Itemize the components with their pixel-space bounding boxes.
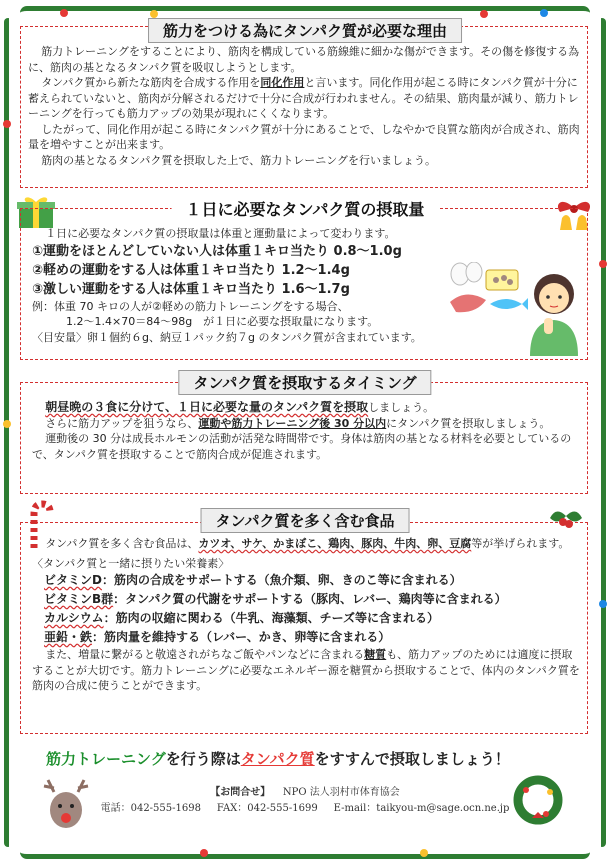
text: また、増量に繋がると敬遠されがちなご飯やパンなどに含まれる	[45, 648, 365, 661]
section-timing-title: タンパク質を摂取するタイミング	[178, 370, 431, 395]
intake-example-line-1: 例：体重 70 キロの人が②軽めの筋力トレーニングをする場合、	[32, 299, 349, 313]
reason-paragraph-4: 筋肉の基となるタンパク質を摂取した上で、筋力トレーニングを行いましょう。	[41, 153, 436, 167]
footer-slogan	[46, 748, 510, 769]
text: タンパク質を多く含む食品は、	[45, 537, 199, 550]
section-foods-title: タンパク質を多く含む食品	[201, 508, 410, 533]
section-reason-body	[28, 44, 580, 168]
timing-lead	[32, 400, 580, 416]
phone-number: 電話：042-555-1698	[100, 803, 201, 814]
slogan-part: タンパク質	[240, 750, 315, 768]
ornament	[3, 420, 11, 428]
text: さらに筋力アップを狙うなら、	[45, 416, 199, 430]
thinking-woman-icon	[522, 262, 586, 356]
nutrient-item	[32, 628, 580, 647]
contact-block	[0, 785, 610, 817]
text: も、筋力アップのためには適度に摂取することが大切です。筋力トレーニングに必要なエネルギー源を糖質から摂取することで、体内のタンパク質を筋肉の合成に使うことができます。	[32, 648, 580, 692]
ornament	[150, 10, 158, 18]
nutrient-desc: ：タンパク質の代謝をサポートする（豚肉、レバー、鶏肉等に含まれる）	[113, 592, 507, 606]
ornament	[599, 600, 607, 608]
section-intake-body	[32, 226, 480, 345]
text: タンパク質から新たな筋肉を合成する作用を	[41, 76, 261, 89]
section-reason-title: 筋力をつける為にタンパク質が必要な理由	[148, 18, 462, 43]
emphasis-anabolism: 同化作用	[260, 76, 305, 89]
intake-item: ②軽めの運動をする人は体重１キロ当たり 1.2～1.4g	[32, 262, 350, 278]
text: と言います。同化作用が起こる時にタンパク質が十分に蓄えられていないと、筋肉が分解されるだけで十分に合成が行われません。その結果、筋肉量が減り、筋力トレーニングを行っても筋力アップの効果が現れにくくなります。	[28, 76, 579, 120]
nutrient-name: ビタミンD	[44, 573, 102, 587]
ornament	[599, 260, 607, 268]
text: 等が挙げられます。	[471, 537, 570, 550]
garland-right	[598, 18, 606, 847]
email-address[interactable]: E-mail：taikyou-m@sage.ocn.ne.jp	[333, 803, 510, 814]
nutrient-desc: ：筋肉の収縮に関わる（牛乳、海藻類、チーズ等に含まれる）	[103, 611, 439, 625]
ornament	[60, 9, 68, 17]
intake-example-line-2: 1.2～1.4×70＝84～98g が１日に必要な摂取量になります。	[66, 315, 379, 328]
nutrient-item	[32, 590, 580, 609]
text: しましょう。	[368, 401, 435, 414]
garland-left	[4, 18, 12, 847]
nutrient-name: 亜鉛・鉄	[44, 630, 93, 644]
timing-lead-emphasis: 朝昼晩の３食に分けて、１日に必要な量のタンパク質を摂取	[45, 400, 369, 414]
foods-nutrient-heading: 〈タンパク質と一緒に摂りたい栄養素〉	[32, 556, 230, 570]
intake-item: ①運動をほとんどしていない人は体重１キロ当たり 0.8～1.0g	[32, 243, 402, 259]
food-illustration-icon	[446, 262, 528, 320]
ornament	[420, 849, 428, 857]
reason-paragraph-3: したがって、同化作用が起こる時にタンパク質が十分にあることで、しなやかで良質な筋肉が合成され、筋肉量を増やすことが出来ます。	[28, 122, 580, 151]
sugar-emphasis: 糖質	[364, 648, 387, 661]
foods-paragraph-2	[32, 647, 580, 694]
ornament	[200, 849, 208, 857]
intake-intro: １日に必要なタンパク質の摂取量は体重と運動量によって変わります。	[45, 227, 396, 240]
contact-line-2	[0, 801, 610, 817]
organization-name: NPO 法人羽村市体育協会	[282, 787, 400, 798]
reason-paragraph-2	[28, 75, 580, 122]
ornament	[540, 9, 548, 17]
garland-bottom	[20, 845, 590, 859]
ornament	[3, 120, 11, 128]
foods-list-emphasis: カツオ、サケ、かまぼこ、鶏肉、豚肉、牛肉、卵、豆腐	[198, 537, 472, 550]
reason-paragraph-1: 筋力トレーニングをすることにより、筋肉を構成している筋線維に細かな傷ができます。その傷を修復する為に、筋肉の基となるタンパク質を吸収しようとします。	[28, 45, 580, 74]
slogan-part: 筋力トレーニング	[46, 750, 166, 768]
nutrient-desc: ：筋肉量を維持する（レバー、かき、卵等に含まれる）	[92, 630, 391, 644]
section-foods-body	[32, 536, 580, 694]
timing-paragraph-2	[32, 416, 580, 432]
intake-item: ③激しい運動をする人は体重１キロ当たり 1.6～1.7g	[32, 281, 350, 297]
slogan-part: を行う際は	[165, 750, 241, 768]
timing-emphasis: 運動や筋力トレーニング後 30 分以内	[198, 416, 387, 430]
nutrient-item	[32, 571, 580, 590]
ornament	[480, 10, 488, 18]
slogan-part: をすすんで摂取しましょう！	[314, 750, 510, 768]
section-intake-title: １日に必要なタンパク質の摂取量	[172, 196, 439, 221]
contact-label: 【お問合せ】	[210, 787, 271, 798]
nutrient-name: ビタミンB群	[44, 592, 114, 606]
contact-line-1	[0, 785, 610, 801]
nutrient-name: カルシウム	[44, 611, 104, 625]
fax-number: FAX：042-555-1699	[216, 803, 318, 814]
section-timing-body	[32, 400, 580, 462]
intake-guide: 〈目安量〉卵１個約６g、納豆１パック約７g のタンパク質が含まれています。	[32, 330, 422, 344]
nutrient-item	[32, 609, 580, 628]
timing-paragraph-3: 運動後の 30 分は成長ホルモンの活動が活発な時間帯です。身体は筋肉の基となる材料を必要としているので、タンパク質を摂取することで筋肉合成が促進されます。	[32, 432, 572, 461]
text: にタンパク質を摂取しましょう。	[386, 416, 551, 430]
nutrient-desc: ：筋肉の合成をサポートする（魚介類、卵、きのこ等に含まれる）	[101, 573, 462, 587]
foods-paragraph-1	[32, 536, 580, 552]
